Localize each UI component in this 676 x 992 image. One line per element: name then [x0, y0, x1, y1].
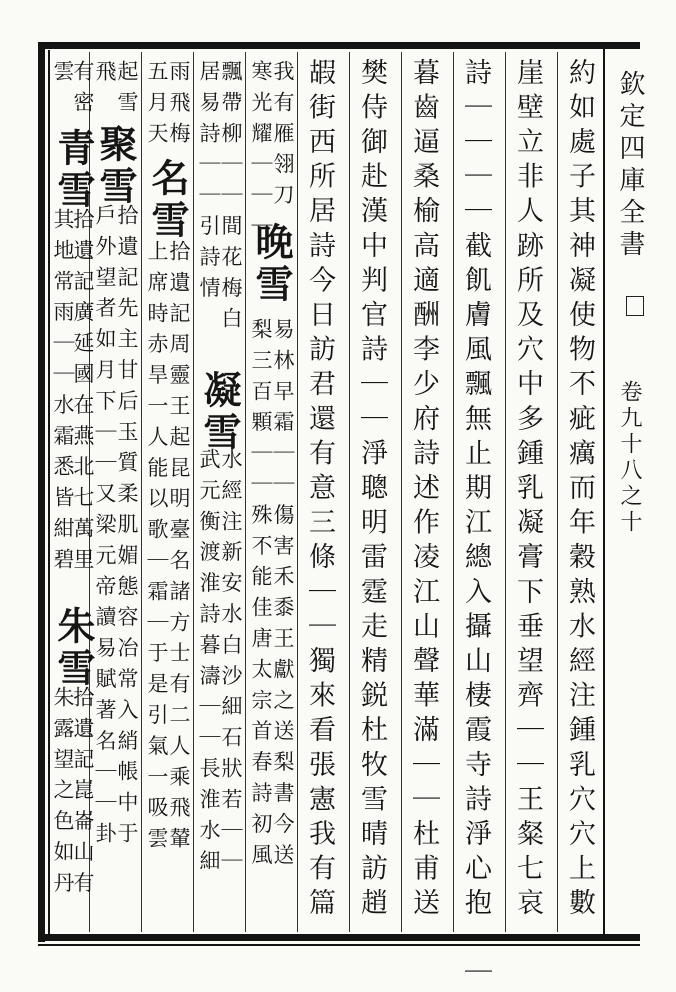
note-column: 雨飛梅: [167, 60, 191, 153]
note-column: 朱露望之色如丹: [51, 686, 75, 903]
text-column: 崖壁立非人跡所及穴中多鍾乳凝膏下垂望齊｜｜王粲七哀: [512, 58, 543, 923]
column-rule: [453, 52, 454, 932]
note-column: 起雪: [115, 60, 139, 122]
bottom-rule: [38, 934, 640, 941]
note-column: 飄帶柳｜｜間花梅白: [219, 60, 243, 339]
juan-number: 卷九十八之十: [617, 380, 642, 536]
note-column: 拾遺記廣延國在燕北七萬里: [71, 208, 95, 579]
book-title: 欽定四庫全書: [615, 70, 645, 262]
note-column: 上席時赤旱一人能以歌｜霜｜于是引氣一吸雲: [145, 240, 169, 858]
lower-rule: [38, 944, 640, 946]
text-column: 暮齒逼桑榆高適酬李少府詩述作凌江山聲華滿｜｜杜甫送: [408, 58, 439, 923]
note-column: 拾遺記崑崙山有: [71, 686, 95, 903]
note-column: 其地常雨｜｜水霜悉皆紺碧: [51, 208, 75, 579]
note-column: 水經注新安水白沙細石狀若｜｜: [219, 448, 243, 881]
column-rule: [245, 52, 246, 932]
note-column: 五月天: [145, 60, 169, 153]
entry-heading: 晚雪: [249, 222, 294, 306]
text-column: 樊侍御赴漢中判官詩｜｜淨聰明雷霆走精鋭杜牧雪晴訪趙: [356, 58, 387, 923]
note-column: 武元衡渡淮詩暮濤｜｜長淮水細: [197, 448, 221, 881]
note-column: 梨三百顆｜｜殊不能佳唐太宗首春詩初風: [249, 318, 273, 875]
entry-heading: 聚雪: [93, 124, 138, 208]
column-rule: [401, 52, 402, 932]
margin-rule: [603, 48, 605, 938]
column-rule: [297, 52, 298, 932]
entry-heading: 名雪: [145, 158, 190, 242]
text-column: 約如處子其神凝使物不疵癘而年穀熟水經注鍾乳穴穴上數: [564, 58, 595, 923]
entry-heading: 朱雪: [51, 606, 96, 690]
frame-inner-rule: [48, 50, 50, 934]
column-rule: [141, 52, 142, 932]
note-column: 有密: [71, 60, 95, 122]
note-column: 飛: [93, 60, 117, 91]
column-rule: [505, 52, 506, 932]
note-column: 易林早霜｜｜傷害禾黍王獻之送梨書今送: [271, 318, 295, 875]
entry-heading: 青雪: [51, 128, 96, 212]
note-column: 寒光耀｜｜｜: [249, 60, 273, 246]
fish-tail-mark: [626, 296, 644, 316]
column-rule: [349, 52, 350, 932]
text-column: 詩｜｜｜｜截飢膚風飄無止期江總入攝山棲霞寺詩淨心抱｜｜: [460, 58, 491, 992]
text-column: 嘏街西所居詩今日訪君還有意三條｜｜獨來看張憲我有篇: [304, 58, 335, 923]
note-column: 拾遺記先主甘后玉質柔肌媚態容冶常入綃帳中于: [115, 204, 139, 853]
note-column: 居易詩｜｜引詩情: [197, 60, 221, 308]
entry-heading: 凝雪: [197, 370, 242, 454]
note-column: 雲: [51, 60, 75, 91]
column-rule: [557, 52, 558, 932]
note-column: 戶外望者如月下｜｜又梁元帝讀易賦著名｜｜卦: [93, 204, 117, 853]
note-column: 我有雁翎刀: [271, 60, 295, 215]
column-rule: [193, 52, 194, 932]
note-column: 拾遺記周靈王起昆明臺名諸方士有二人乘飛輦: [167, 240, 191, 858]
